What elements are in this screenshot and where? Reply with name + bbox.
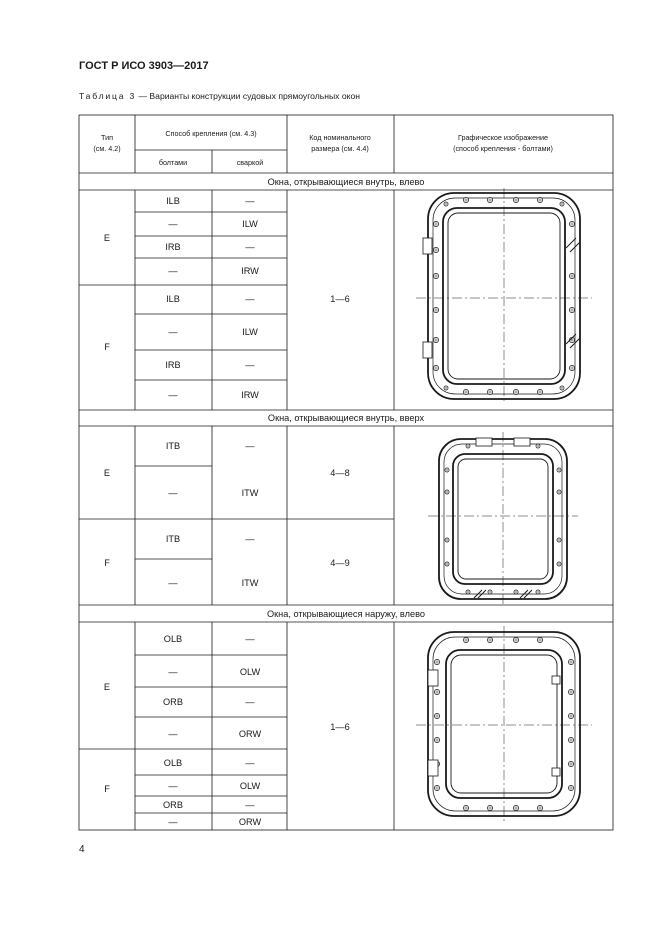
welding-cell: IRW: [241, 266, 259, 276]
bolts-cell: —: [168, 781, 178, 791]
size-code-cell: 1—6: [330, 294, 350, 304]
welding-cell: —: [245, 242, 255, 252]
header-welding: сваркой: [236, 158, 264, 167]
size-code-cell: 4—8: [330, 468, 350, 478]
bolts-cell: —: [168, 667, 178, 677]
bolts-cell: —: [168, 817, 178, 827]
section-title: Окна, открывающиеся внутрь, влево: [267, 177, 425, 187]
type-cell: F: [104, 558, 110, 568]
welding-cell: —: [245, 800, 255, 810]
header-code-line1: Код номинального: [309, 133, 371, 142]
section-title: Окна, открывающиеся внутрь, вверх: [267, 413, 425, 423]
bolts-cell: ITB: [165, 441, 181, 451]
bolts-cell: —: [168, 390, 178, 400]
section-title: Окна, открывающиеся наружу, влево: [267, 609, 425, 619]
bolts-cell: —: [168, 578, 178, 588]
welding-cell: —: [245, 697, 255, 707]
welding-cell: ILW: [242, 327, 258, 337]
bolts-cell: IRB: [165, 242, 181, 252]
bolts-cell: ILB: [166, 196, 180, 206]
type-cell: E: [103, 468, 111, 478]
welding-cell: —: [245, 634, 255, 644]
bolts-cell: ORB: [163, 697, 183, 707]
welding-cell: IRW: [241, 390, 259, 400]
type-cell: F: [104, 784, 110, 794]
table-caption-prefix: Таблица 3: [79, 91, 137, 101]
type-cell: E: [103, 682, 111, 692]
header-graphic-line2: (способ крепления - болтами): [453, 144, 553, 153]
header-graphic-line1: Графическое изображение: [457, 133, 549, 142]
header-type-line1: Тип: [101, 133, 113, 142]
bolts-cell: IRB: [165, 360, 181, 370]
size-code-cell: 1—6: [330, 722, 350, 732]
welding-cell: ORW: [238, 817, 262, 827]
window-drawing-inward-up: [428, 432, 578, 604]
bolts-cell: —: [168, 488, 178, 498]
welding-cell: —: [245, 360, 255, 370]
type-cell: F: [104, 342, 110, 352]
window-drawing-outward-left: [416, 626, 592, 822]
welding-cell: —: [245, 534, 255, 544]
bolts-cell: —: [168, 729, 178, 739]
header-bolts: болтами: [158, 158, 188, 167]
header-fastening: Способ крепления (см. 4.3): [165, 129, 257, 138]
bolts-cell: ORB: [163, 800, 183, 810]
welding-cell: ITW: [241, 578, 259, 588]
bolts-cell: —: [168, 219, 178, 229]
welding-cell: —: [245, 441, 255, 451]
welding-cell: —: [245, 196, 255, 206]
type-cell: E: [103, 233, 111, 243]
welding-cell: ORW: [238, 729, 262, 739]
welding-cell: OLW: [239, 781, 261, 791]
window-drawing-inward-left: [416, 188, 592, 404]
page-number: 4: [79, 844, 85, 855]
welding-cell: OLW: [239, 667, 261, 677]
bolts-cell: OLB: [163, 634, 183, 644]
bolts-cell: OLB: [163, 758, 183, 768]
bolts-cell: —: [168, 266, 178, 276]
header-code-line2: размера (см. 4.4): [311, 144, 369, 153]
welding-cell: ITW: [241, 488, 259, 498]
table-caption-text: — Варианты конструкции судовых прямоугольных окон: [136, 91, 361, 101]
bolts-cell: —: [168, 327, 178, 337]
bolts-cell: ITB: [165, 534, 181, 544]
welding-cell: —: [245, 294, 255, 304]
header-type-line2: (см. 4.2): [93, 144, 121, 153]
bolts-cell: ILB: [166, 294, 180, 304]
size-code-cell: 4—9: [330, 558, 350, 568]
document-header: ГОСТ Р ИСО 3903—2017: [79, 60, 209, 72]
welding-cell: —: [245, 758, 255, 768]
welding-cell: ILW: [242, 219, 258, 229]
